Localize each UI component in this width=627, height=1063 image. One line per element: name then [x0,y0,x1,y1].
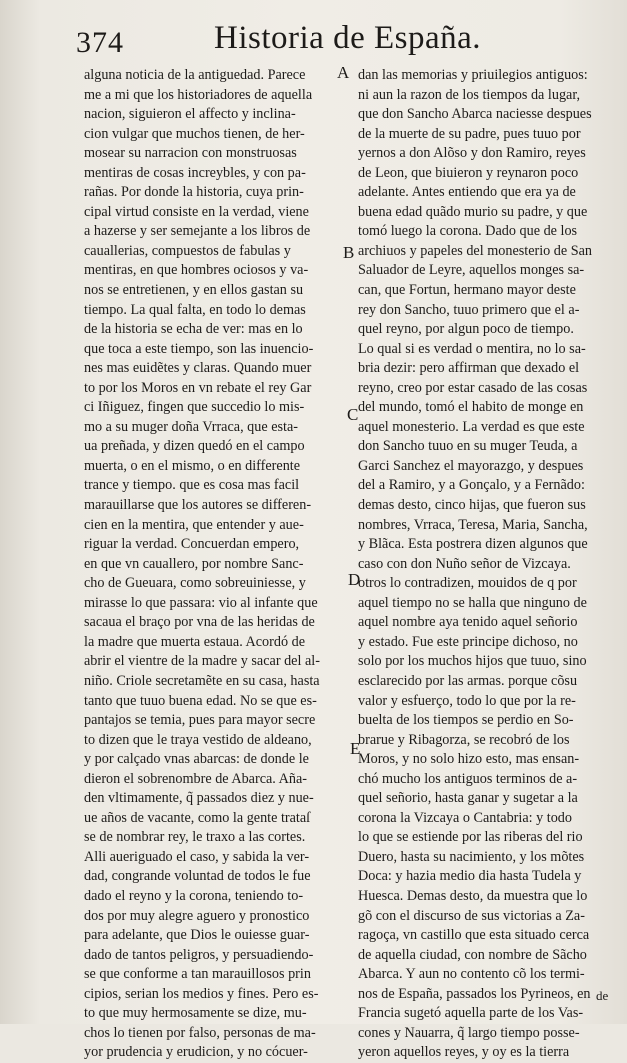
text-line: quel reyno, por algun poco de tiempo. [358,321,574,338]
text-line: aquel nombre aya tenido aquel señorio [358,614,578,631]
text-line: don Sancho tuuo en su muger Teuda, a [358,438,578,455]
text-line: y por calçado vnas abarcas: de donde le [84,751,309,768]
text-line: gõ con el discurso de sus victorias a Za- [358,907,585,924]
text-line: mosear su narracion con monstruosas [84,145,297,162]
text-line: riguar la verdad. Concuerdan empero, [84,536,300,553]
text-line: aquel monesterio. La verdad es que este [358,418,585,435]
text-line: dado el reyno y la corona, teniendo to- [84,887,304,904]
text-line: den vltimamente, q̃ passados diez y nue- [84,790,314,807]
text-line: dieron el sobrenombre de Abarca. Aña- [84,770,307,787]
text-line: se que conforme a tan marauillosos prin [84,966,311,983]
text-line: Abarca. Y aun no contento cõ los termi- [358,966,585,983]
text-line: otros lo contradizen, mouidos de q por [358,575,577,592]
text-line: cauallerias, compuestos de fabulas y [84,242,291,259]
text-line: Huesca. Demas desto, da muestra que lo [358,887,588,904]
text-line: cipios, serian los medios y fines. Pero es- [84,985,319,1002]
text-line: yor prudencia y erudicion, y no cócuer- [84,1044,308,1061]
text-line: bria dezir: pero affirman que dexado el [358,360,580,377]
text-line: to dizen que le traya vestido de aldeano, [84,731,312,748]
text-line: ci Iñiguez, fingen que succedio lo mis- [84,399,305,416]
text-line: valor y esfuerço, todo lo que por la re- [358,692,576,709]
text-line: cien en la mentira, que entender y aue- [84,516,304,533]
text-line: ua preñada, y dizen quedó en el campo [84,438,305,455]
margin-marker-e: E [350,739,361,758]
text-line: la madre que muerta estaua. Acordó de [84,633,305,650]
text-line: Doca: y hazia medio dia hasta Tudela y [358,868,582,885]
text-line: lo que se estiende por las riberas del rio [358,829,583,846]
text-line: to que muy hermosamente se dize, mu- [84,1005,307,1022]
right-text-column [358,66,614,1063]
text-line: de aquella ciudad, con nombre de Sãcho [358,946,587,963]
text-line: alguna noticia de la antiguedad. Parece [84,67,306,83]
text-line: adelante. Antes entiendo que era ya de [358,184,576,201]
text-line: esclarecido por las armas. porque cõsu [358,672,578,689]
text-line: cones y Nauarra, q̃ largo tiempo posse- [358,1024,580,1041]
text-line: que toca a este tiempo, son las inuencio- [84,340,314,357]
text-line: de la muerte de su padre, pues tuuo por [358,125,581,142]
text-line: mentiras, en que hombres ociosos y va- [84,262,309,279]
margin-marker-a: A [337,63,350,82]
text-line: dado de tantos peligros, y persuadiendo- [84,946,314,963]
text-line: cho de Gueuara, como sobreuiniesse, y [84,575,306,592]
page-number: 374 [76,26,124,59]
text-line: trance y tiempo. que es cosa mas facil [84,477,300,494]
text-line: de Leon, que biuieron y reynaron poco [358,164,579,181]
text-line: ragoça, vn castillo que esta situado cerca [358,927,590,944]
text-line: en que vn cauallero, por nombre Sanc- [84,555,304,572]
text-line: chó mucho los antiguos terminos de a- [358,770,578,787]
text-line: del mundo, tomó el habito de monge en [358,399,584,416]
text-line: de la historia se echa de ver: mas en lo [84,321,303,338]
text-line: to por los Moros en vn rebate el rey Gar [84,379,312,396]
text-line: mirasse lo que passara: vio al infante que [84,594,318,611]
text-line: del a Ramiro, y a Gonçalo, y a Fernãdo: [358,477,585,494]
text-line: reyno, creo por estar casado de las cosas [358,379,588,396]
text-line: Lo qual si es verdad o mentira, no lo sa- [358,340,586,357]
text-line: pantajos se temia, pues para mayor secre [84,712,316,729]
catchword: de [596,988,609,1003]
text-line: Moros, y no solo hizo esto, mas ensan- [358,751,580,768]
text-line: cion vulgar que muchos tienen, de her- [84,125,305,142]
text-line: aquel tiempo no se halla que ninguno de [358,594,587,611]
text-line: Duero, hasta su nacimiento, y los mõtes [358,848,585,865]
text-line: Francia sugetó aquella parte de los Vas- [358,1005,584,1022]
text-line: nos de España, passados los Pyrineos, en [358,985,591,1002]
text-line: dad, congrande voluntad de todos le fue [84,868,311,885]
text-line: nombres, Vrraca, Teresa, Maria, Sancha, [358,516,588,533]
text-line: brarue y Ribagorza, se recobró de los [358,731,570,748]
text-line: para adelante, que Dios le ouiesse guar- [84,927,310,944]
text-line: caso con don Nuño señor de Vizcaya. [358,555,571,572]
text-line: abrir el vientre de la madre y sacar del al- [84,653,320,670]
text-line: solo por los muchos hijos que tuuo, sino [358,653,587,670]
text-line: buelta de los tiempos se perdio en So- [358,712,574,729]
text-line: buena edad quãdo murio su padre, y que [358,203,588,220]
text-line: ue años de vacante, como la gente trataſ [84,809,311,826]
text-line: demas desto, cinco hijas, que fueron sus [358,497,586,514]
text-line: muerta, o en el mismo, o en differente [84,457,301,474]
text-line: yernos a don Alõso y don Ramiro, reyes [358,145,586,162]
text-line: tiempo. La qual falta, en todo lo demas [84,301,306,318]
text-line: Garci Sanchez el mayorazgo, y despues [358,457,584,474]
left-text-column [84,66,355,1063]
margin-marker-d: D [348,570,361,589]
text-line: rañas. Por donde la historia, cuya prin- [84,184,304,201]
text-line: nes mas euidẽtes y claras. Quando muer [84,360,312,377]
text-line: marauillarse que los autores se differen- [84,497,312,514]
text-line: tanto que tuuo buena edad. No se que es- [84,692,317,709]
text-line: y estado. Fue este principe dichoso, no [358,633,578,650]
text-line: mentiras de cosas increybles, y con pa- [84,164,306,181]
text-line: dan las memorias y priuilegios antiguos: [358,67,588,83]
text-line: Saluador de Leyre, aquellos monges sa- [358,262,585,279]
text-line: archiuos y papeles del monesterio de San [358,242,593,259]
text-line: y Blãca. Esta postrera dizen algunos que [358,536,588,553]
margin-marker-c: C [347,405,359,424]
text-line: se de nombrar rey, le traxo a las cortes. [84,829,306,846]
text-line: Alli aueriguado el caso, y sabida la ver- [84,848,310,865]
text-line: nacion, siguieron el affecto y inclina- [84,106,296,123]
margin-marker-b: B [343,243,355,262]
text-line: yeron aquellos reyes, y oy es la tierra [358,1044,570,1061]
running-title: Historia de España. [214,20,482,56]
text-line: dos por muy alegre aguero y pronostico [84,907,310,924]
text-line: a hazerse y ser semejante a los libros de [84,223,311,240]
text-line: me a mi que los historiadores de aquella [84,86,313,103]
text-line: quel señorio, hasta ganar y sugetar a la [358,790,578,807]
text-line: can, que Fortun, hermano mayor deste [358,282,576,299]
text-line: sacaua el braço por vna de las heridas de [84,614,315,631]
text-line: rey don Sancho, tuuo primero que el a- [358,301,580,318]
text-line: nos se entretienen, y en ellos gastan su [84,282,304,299]
text-line: chos lo tienen por falso, personas de ma- [84,1024,316,1041]
text-line: que don Sancho Abarca naciesse despues [358,106,592,123]
text-line: cipal virtud consiste en la verdad, viene [84,203,309,220]
text-line: mo a su muger doña Vrraca, que esta- [84,418,298,435]
text-line: niño. Criole secretamẽte en su casa, hasta [84,672,320,689]
text-line: ni aun la razon de los tiempos da lugar, [358,86,581,103]
text-line: tomó luego la corona. Dado que de los [358,223,578,240]
text-line: corona la Vizcaya o Cantabria: y todo [358,809,572,826]
